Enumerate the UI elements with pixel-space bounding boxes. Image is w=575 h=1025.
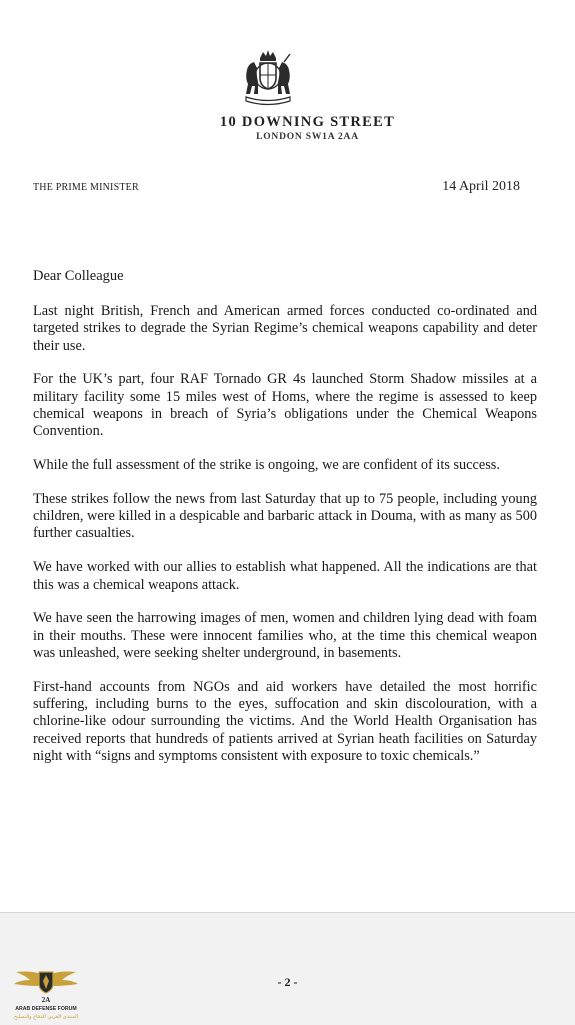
letter-body [33,303,537,782]
address-line-2: LONDON SW1A 2AA [256,132,359,142]
page-separator [0,912,575,1025]
svg-text:2A: 2A [41,996,51,1004]
letter-date: 14 April 2018 [442,179,520,194]
paragraph: Last night British, French and American armed forces conducted co-ordinated and targeted strikes to degrade the Syrian Regime’s chemical weapons capability and deter their use. [33,303,537,354]
paragraph: These strikes follow the news from last Saturday that up to 75 people, including young children, were killed in a despicable and barbaric attack in Douma, with as many as 500 further casualties. [33,490,537,542]
paragraph: For the UK’s part, four RAF Tornado GR 4s launched Storm Shadow missiles at a military facility some 15 miles west of Homs, where the regime is assessed to keep chemical weapons in breach of Syria’s obligations under the Chemical Weapons Convention. [33,371,537,440]
page-number: - 2 - [277,975,298,989]
paragraph: We have worked with our allies to establish what happened. All the indications are that this was a chemical weapons attack. [33,559,537,593]
svg-text:ARAB DEFENSE FORUM: ARAB DEFENSE FORUM [15,1006,77,1012]
arab-defense-forum-logo [6,962,86,1022]
paragraph: First-hand accounts from NGOs and aid workers have detailed the most horrific suffering, including burns to the eyes, suffocation and skin discolouration, with a chlorine-like odour surrounding the victims. And the World Health Organisation has received reports that hundreds of patients arrived at Syrian heath facilities on Saturday night with “signs and symptoms consistent with exposure to toxic chemicals.” [33,678,537,764]
sender-title: THE PRIME MINISTER [33,182,139,193]
address-line-1: 10 DOWNING STREET [219,114,396,130]
svg-text:المنتدى العربي للدفاع والتسليح: المنتدى العربي للدفاع والتسليح [13,1014,79,1020]
royal-coat-of-arms-icon [238,48,298,106]
paragraph: While the full assessment of the strike is ongoing, we are confident of its success. [33,457,500,474]
salutation: Dear Colleague [33,268,124,284]
paragraph: We have seen the harrowing images of men, women and children lying dead with foam in their mouths. These were innocent families who, at the time this chemical weapon was unleashed, were seeking shelter underground, in basements. [33,610,537,661]
